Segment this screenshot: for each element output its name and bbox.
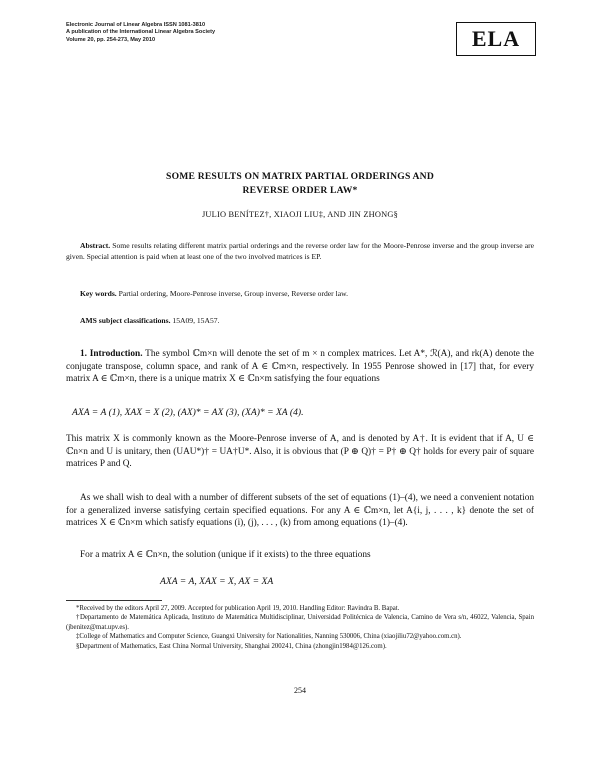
abstract	[66, 241, 534, 262]
footnote-author-1: †Departamento de Matemática Aplicada, Instituto de Matemática Multidisciplinar, Universidad Politécnica de Valencia, Camino de Vera s/n, 46022, Valencia, Spain (jbenitez@mat.upv.es).	[66, 614, 534, 631]
ams-text: 15A09, 15A57.	[172, 316, 220, 325]
footnote-author-2: ‡College of Mathematics and Computer Science, Guangxi University for Nationalities, Nanning 530006, China (xiaojiliu72@yahoo.com.cn).	[76, 633, 462, 641]
footnote-rule	[66, 600, 162, 601]
journal-volume: Volume 20, pp. 254-273, May 2010	[66, 36, 156, 43]
abstract-text: Some results relating different matrix partial orderings and the reverse order law for the Moore-Penrose inverse and the group inverse are given. Special attention is paid when at least one of the two involved matrices is EP.	[66, 241, 534, 261]
keywords-label: Key words.	[80, 289, 117, 298]
intro-text-1: The symbol ℂm×n will denote the set of m × n complex matrices. Let A*, ℛ(A), and rk(A) denote the conjugate transpose, column space, and rank of A ∈ ℂm×n, respectively. In 1955 Penrose showed in [17] that, for every matrix A ∈ ℂm×n, there is a unique matrix X ∈ ℂn×m satisfying the four equations	[66, 349, 535, 385]
page-number: 254	[294, 686, 306, 695]
journal-publisher: A publication of the International Linear Algebra Society	[66, 29, 216, 36]
penrose-equations: AXA = A (1), XAX = X (2), (AX)* = AX (3), (XA)* = XA (4).	[72, 407, 304, 418]
intro-paragraph-4: For a matrix A ∈ ℂn×n, the solution (unique if it exists) to the three equations	[80, 550, 371, 560]
paper-authors: JULIO BENÍTEZ†, XIAOJI LIU‡, AND JIN ZHONG§	[201, 210, 399, 219]
paper-title	[70, 170, 530, 198]
keywords-text: Partial ordering, Moore-Penrose inverse, Group inverse, Reverse order law.	[118, 289, 348, 298]
ela-logo: ELA	[456, 22, 536, 56]
intro-paragraph-1	[66, 348, 534, 386]
title-line-1: SOME RESULTS ON MATRIX PARTIAL ORDERINGS AND	[166, 171, 434, 182]
journal-name: Electronic Journal of Linear Algebra ISSN 1081-3810	[66, 22, 206, 28]
journal-header	[66, 22, 215, 44]
group-inverse-equations: AXA = A, XAX = X, AX = XA	[160, 576, 274, 587]
intro-paragraph-2: This matrix X is commonly known as the Moore-Penrose inverse of A, and is denoted by A†. It is evident that if A, U ∈ ℂn×n and U is unitary, then (UAU*)† = UA†U*. Also, it is obvious that (P ⊕ Q)† = P† ⊕ Q† holds for every pair of square matrices P and Q.	[66, 434, 534, 470]
keywords	[80, 289, 534, 298]
section-heading: 1. Introduction.	[80, 349, 143, 359]
ams-classifications	[80, 316, 534, 325]
ams-label: AMS subject classifications.	[80, 316, 171, 325]
abstract-label: Abstract.	[80, 241, 111, 250]
footnotes	[66, 604, 534, 651]
title-line-2: REVERSE ORDER LAW*	[242, 185, 358, 196]
intro-paragraph-3: As we shall wish to deal with a number of different subsets of the set of equations (1)–(4), we need a convenient notation for a generalized inverse satisfying certain specified equations. For any A ∈ ℂm×n, let A{i, j, . . . , k} denote the set of matrices X ∈ ℂn×m which satisfy equations (i), (j), . . . , (k) from among equations (1)–(4).	[66, 493, 534, 529]
footnote-author-3: §Department of Mathematics, East China Normal University, Shanghai 200241, China (zhongjin1984@126.com).	[76, 642, 387, 650]
footnote-received: *Received by the editors April 27, 2009. Accepted for publication April 19, 2010. Handling Editor: Ravindra B. Bapat.	[76, 605, 400, 612]
